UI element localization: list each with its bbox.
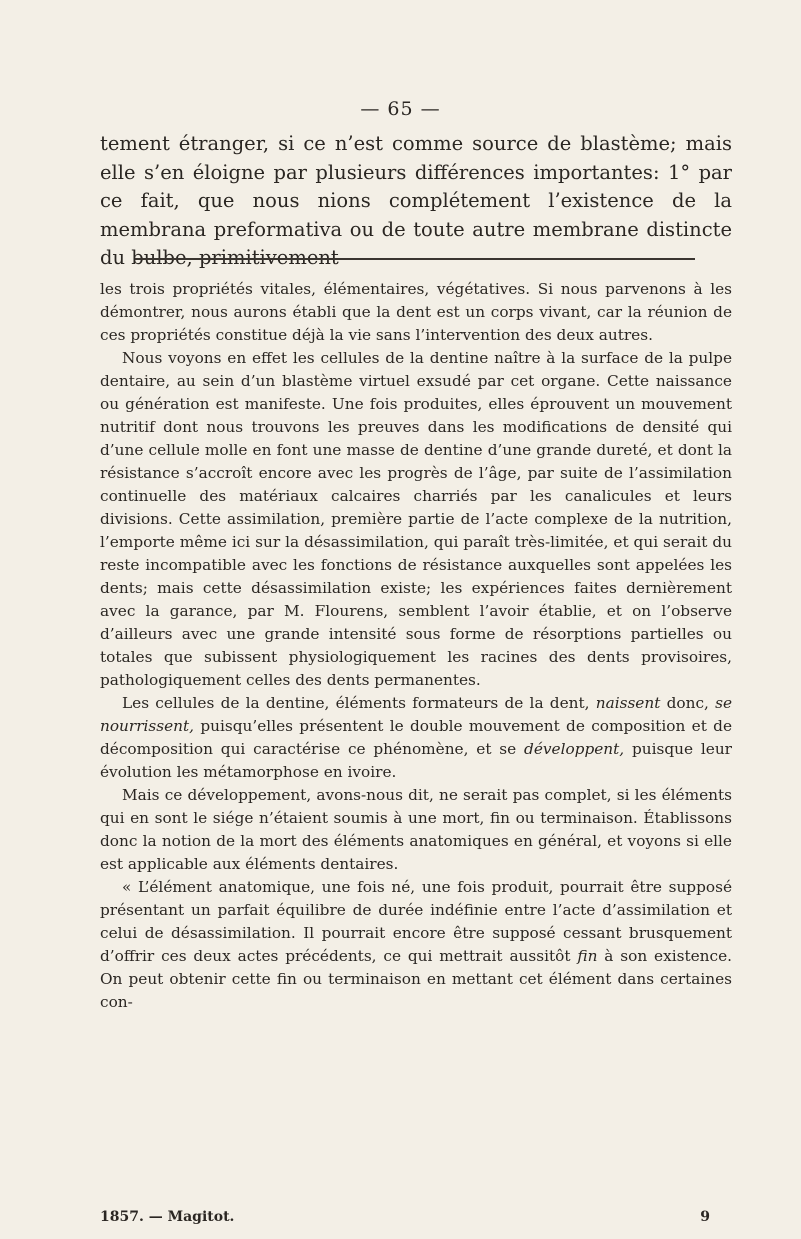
lower-text-block [100,278,732,1014]
paragraph-5 [100,876,732,1014]
paragraph-3-emphasis-nourrissent: se nourrissent, [100,694,733,735]
paragraph-3-emphasis-naissent: naissent [595,694,661,712]
paragraph-3-text-b: donc, [660,694,716,712]
paragraph-5-text-b: à son existence. On peut obtenir cette fin ou terminaison en mettant cet élément dans certaines con- [100,947,732,1011]
paragraph-3-emphasis-developpent: développent, [524,740,625,758]
paragraph-4: Mais ce développement, avons-nous dit, ne serait pas complet, si les éléments qui en sont le siége n’étaient soumis à une mort, fin ou terminaison. Établissons donc la notion de la mort des éléments anatomiques en général, et voyons si elle est applicable aux éléments dentaires. [100,786,732,873]
paragraph-3 [100,692,732,784]
page-number: — 65 — [360,98,441,120]
footer-signature-number: 9 [700,1209,710,1225]
paragraph-3-text-a: Les cellules de la dentine, éléments formateurs de la dent, [122,694,596,712]
upper-paragraph: tement étranger, si ce n’est comme source de blastème; mais elle s’en éloigne par plusieurs différences importantes: 1° par ce fait, que nous nions complétement l’existence de la membrana preformativa ou de toute autre membrane distincte du bulbe, primitivement [100,132,732,269]
paragraph-1: les trois propriétés vitales, élémentaires, végétatives. Si nous parvenons à les démontrer, nous aurons établi que la dent est un corps vivant, car la réunion de ces propriétés constitue déjà la vie sans l’intervention des deux autres. [100,280,732,344]
paragraph-2: Nous voyons en effet les cellules de la dentine naître à la surface de la pulpe dentaire, au sein d’un blastème virtuel exsudé par cet organe. Cette naissance ou génération est manifeste. Une fois produites, elles éprouvent un mouvement nutritif dont nous trouvons les preuves dans les modifications de densité qui d’une cellule molle en font une masse de dentine d’une grande dureté, et dont la résistance s’accroît encore avec les progrès de l’âge, par suite de l’assimilation continuelle des matériaux calcaires charriés par les canalicules et leurs divisions. Cette assimilation, première partie de l’acte complexe de la nutrition, l’emporte même ici sur la désassimilation, qui paraît très-limitée, et qui serait du reste incompatible avec les fonctions de résistance auxquelles sont appelées les dents; mais cette désassimilation existe; les expériences faites dernièrement avec la garance, par M. Flourens, semblent l’avoir établie, et on l’observe d’ailleurs avec une grande intensité sous forme de résorptions partielles ou totales que subissent physiologiquement les racines des dents provisoires, pathologiquement celles des dents permanentes. [100,349,732,689]
footer-signature: 1857. — Magitot. [100,1209,235,1225]
upper-text-block [100,130,732,273]
paragraph-3-text-d: puisque leur évolution les métamorphose en ivoire. [100,740,732,781]
paragraph-3-text-c: puisqu’elles présentent le double mouvement de composition et de décomposition qui caractérise ce phénomène, et se [100,717,732,758]
paragraph-5-emphasis-fin: fin [577,947,598,965]
section-divider [135,258,695,260]
paragraph-5-text-a: « L’élément anatomique, une fois né, une fois produit, pourrait être supposé présentant un parfait équilibre de durée indéfinie entre l’acte d’assimilation et celui de désassimilation. Il pourrait encore être supposé cessant brusquement d’offrir ces deux actes précédents, ce qui mettrait aussitôt [100,878,732,965]
